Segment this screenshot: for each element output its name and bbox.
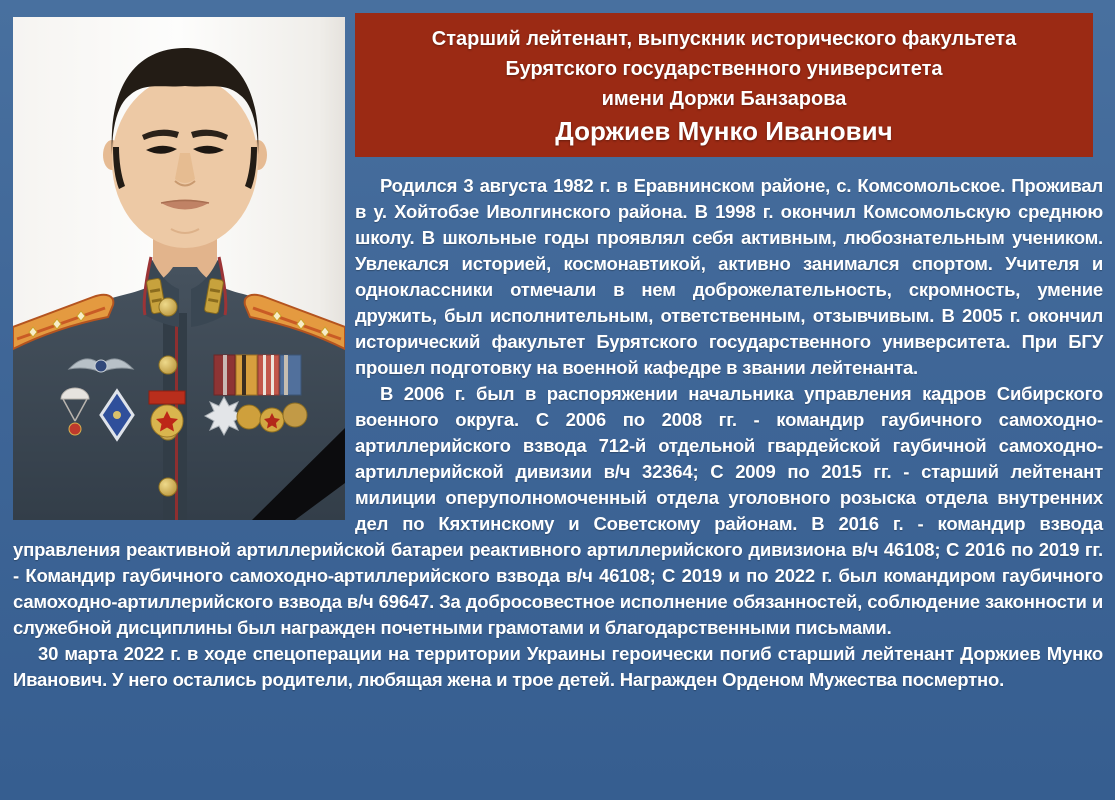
- bio-paragraph-early-life: Родился 3 августа 1982 г. в Еравнинском районе, с. Комсомольское. Проживал в у. Хойтобэе Иволгинского района. В 1998 г. окончил Комсомольскую среднюю школу. В школьные годы проявлял себя активным, любознательным учеником. Увлекался историей, космонавтикой, активно занимался спортом. Учителя и одноклассники отмечали в нем доброжелательность, скромность, умение дружить, был исполнительным, ответственным, отзывчивым. В 2005 г. окончил исторический факультет Бурятского государственного университета. При БГУ прошел подготовку на военной кафедре в звании лейтенанта.: [355, 175, 1103, 378]
- medal-3: [260, 408, 284, 432]
- officer-portrait: [13, 17, 345, 520]
- title-line-2: Бурятского государственного университета: [505, 58, 943, 80]
- medal-2: [237, 405, 261, 429]
- bio-paragraph-death: 30 марта 2022 г. в ходе спецоперации на территории Украины героически погиб старший лейтенант Доржиев Мунко Иванович. У него остались родители, любящая жена и трое детей. Награжден Орденом Мужества посмертно.: [13, 643, 1103, 690]
- red-banner-badge: [149, 391, 185, 437]
- officer-portrait-illustration: [13, 17, 345, 520]
- medal-group: [205, 355, 307, 435]
- title-line-1: Старший лейтенант, выпускник исторического факультета: [431, 28, 1017, 50]
- medal-ribbons: [214, 355, 301, 395]
- bio-paragraph-service: В 2006 г. был в распоряжении начальника управления кадров Сибирского военного округа. С 2006 по 2008 гг. - командир гаубичного самоходно-артиллерийского взвода 712-й отдельной гвардейской гаубичной самоходно-артиллерийской дивизии в/ч 32364; С 2009 по 2015 гг. - старший лейтенант милиции оперуполномоченный отдела уголовного розыска отдела внутренних дел по Кяхтинскому и Советскому районам. В 2016 г. - командир взвода управления реактивной артиллерийской батареи реактивного артиллерийского дивизиона в/ч 46108; С 2016 по 2019 гг. - Командир гаубичного самоходно-артиллерийского взвода в/ч 46108; С 2019 и по 2022 г. был командиром гаубичного самоходно-артиллерийского взвода в/ч 69647. За добросовестное исполнение обязанностей, соблюдение законности и служебной дисциплины был награжден почетными грамотами и благодарственными письмами.: [13, 383, 1103, 638]
- title-banner: [355, 13, 1093, 157]
- person-name: Доржиев Мунко Иванович: [555, 116, 893, 146]
- title-line-3: имени Доржи Банзарова: [601, 88, 847, 110]
- medal-4: [283, 403, 307, 427]
